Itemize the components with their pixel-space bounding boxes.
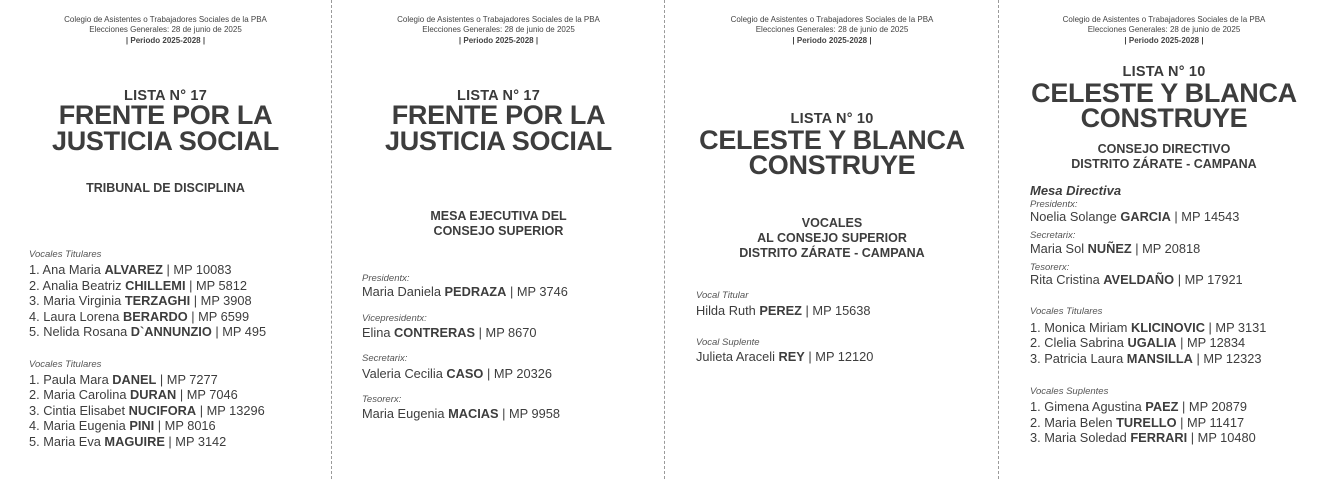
group-label: Vocales Suplentes: [1030, 386, 1109, 397]
group-label: Vocales Titulares: [29, 249, 102, 260]
list-name-line2: CONSTRUYE: [748, 150, 916, 180]
candidate-row: Valeria Cecilia CASO | MP 20326: [362, 366, 552, 381]
candidate-row: 1. Gimena Agustina PAEZ | MP 20879: [1030, 399, 1248, 414]
role-label: Presidentx:: [1030, 199, 1078, 210]
candidate-row: Hilda Ruth PEREZ | MP 15638: [696, 303, 871, 318]
ballot-header: [333, 15, 664, 46]
body-title-line3: DISTRITO ZÁRATE - CAMPANA: [739, 246, 925, 260]
list-name-line1: FRENTE POR LA: [58, 100, 273, 130]
candidate-row: 5. Nelida Rosana D`ANNUNZIO | MP 495: [29, 324, 267, 339]
candidate-row: 3. Maria Soledad FERRARI | MP 10480: [1030, 430, 1256, 445]
header-institution: Colegio de Asistentes o Trabajadores Sociales de la PBA: [64, 15, 267, 24]
ballot-header: [0, 15, 331, 46]
section-title: Mesa Directiva: [1030, 183, 1122, 198]
list-name-line2: JUSTICIA SOCIAL: [51, 126, 280, 156]
candidate-row: 2. Clelia Sabrina UGALIA | MP 12834: [1030, 335, 1246, 350]
body-title-line2: AL CONSEJO SUPERIOR: [757, 231, 907, 245]
candidate-row: Rita Cristina AVELDAÑO | MP 17921: [1030, 272, 1243, 287]
role-label: Secretarix:: [1030, 230, 1076, 241]
candidate-row: Maria Daniela PEDRAZA | MP 3746: [362, 284, 568, 299]
header-institution: Colegio de Asistentes o Trabajadores Sociales de la PBA: [397, 15, 600, 24]
ballot-header: [666, 15, 998, 46]
list-name-line1: FRENTE POR LA: [391, 100, 606, 130]
candidate-row: Noelia Solange GARCIA | MP 14543: [1030, 209, 1240, 224]
candidate-row: 1. Paula Mara DANEL | MP 7277: [29, 371, 218, 387]
header-institution: Colegio de Asistentes o Trabajadores Sociales de la PBA: [1062, 15, 1266, 24]
header-period: | Periodo 2025-2028 |: [125, 35, 206, 45]
candidate-row: 3. Cintia Elisabet NUCIFORA | MP 13296: [29, 402, 265, 418]
header-election-date: Elecciones Generales: 28 de junio de 2025: [89, 25, 242, 35]
ballot-consejo-directivo: [1000, 0, 1328, 479]
ballot-header: [1000, 15, 1328, 46]
header-period: | Periodo 2025-2028 |: [1124, 35, 1204, 45]
candidate-row: 2. Analia Beatriz CHILLEMI | MP 5812: [29, 277, 247, 293]
body-title-line1: VOCALES: [801, 216, 863, 230]
body-title-line1: CONSEJO DIRECTIVO: [1097, 142, 1231, 156]
candidate-row: Elina CONTRERAS | MP 8670: [362, 325, 537, 340]
role-label: Vocal Titular: [696, 290, 749, 301]
candidate-row: 4. Laura Lorena BERARDO | MP 6599: [29, 308, 250, 324]
list-number: LISTA N° 17: [457, 88, 540, 104]
role-label: Vicepresidentx:: [362, 313, 427, 324]
header-election-date: Elecciones Generales: 28 de junio de 2025: [422, 25, 575, 35]
candidate-row: 5. Maria Eva MAGUIRE | MP 3142: [29, 433, 227, 449]
candidate-row: 3. Maria Virginia TERZAGHI | MP 3908: [29, 293, 252, 308]
list-name-line1: CELESTE Y BLANCA: [1031, 78, 1297, 108]
candidate-row: Maria Sol NUÑEZ | MP 20818: [1030, 241, 1201, 256]
ballot-tribunal-disciplina: [0, 0, 331, 479]
candidate-row: 1. Ana Maria ALVAREZ | MP 10083: [29, 262, 232, 277]
role-label: Tesorerx:: [1030, 262, 1070, 273]
role-label: Tesorerx:: [362, 394, 402, 405]
ballot-body-title: [333, 209, 664, 239]
header-election-date: Elecciones Generales: 28 de junio de 2025: [1087, 25, 1241, 35]
candidate-row: 1. Monica Miriam KLICINOVIC | MP 3131: [1030, 319, 1267, 335]
ballot-body-title: [1000, 142, 1328, 172]
group-label: Vocales Titulares: [1030, 306, 1103, 317]
body-title-line2: CONSEJO SUPERIOR: [433, 224, 564, 238]
list-name-line2: CONSTRUYE: [1080, 103, 1248, 133]
cut-line-3: [998, 0, 999, 479]
candidate-row: Maria Eugenia MACIAS | MP 9958: [362, 406, 561, 421]
list-number: LISTA N° 10: [790, 111, 874, 127]
candidate-row: Julieta Araceli REY | MP 12120: [696, 349, 874, 364]
cut-line-1: [331, 0, 332, 479]
ballot-body-title: [666, 216, 998, 261]
candidate-row: 3. Patricia Laura MANSILLA | MP 12323: [1030, 350, 1262, 366]
candidate-row: 2. Maria Belen TURELLO | MP 11417: [1030, 414, 1245, 430]
role-label: Presidentx:: [362, 273, 410, 284]
list-number: LISTA N° 10: [1122, 64, 1206, 80]
header-period: | Periodo 2025-2028 |: [458, 35, 539, 45]
group-label: Vocales Titulares: [29, 359, 102, 370]
candidate-row: 2. Maria Carolina DURAN | MP 7046: [29, 387, 238, 402]
header-election-date: Elecciones Generales: 28 de junio de 2025: [755, 25, 909, 35]
body-title-line2: DISTRITO ZÁRATE - CAMPANA: [1071, 157, 1257, 171]
list-name-line1: CELESTE Y BLANCA: [699, 125, 965, 155]
role-label: Vocal Suplente: [696, 337, 760, 348]
header-institution: Colegio de Asistentes o Trabajadores Sociales de la PBA: [730, 15, 934, 24]
cut-line-2: [664, 0, 665, 479]
header-period: | Periodo 2025-2028 |: [792, 35, 872, 45]
ballot-mesa-ejecutiva: [333, 0, 664, 479]
list-name-line2: JUSTICIA SOCIAL: [384, 126, 613, 156]
body-title-line1: MESA EJECUTIVA DEL: [430, 209, 567, 223]
list-number: LISTA N° 17: [124, 88, 207, 104]
ballot-vocales-consejo-superior: [666, 0, 998, 479]
candidate-row: 4. Maria Eugenia PINI | MP 8016: [29, 418, 216, 433]
ballot-body-title: TRIBUNAL DE DISCIPLINA: [86, 181, 245, 195]
role-label: Secretarix:: [362, 353, 408, 364]
